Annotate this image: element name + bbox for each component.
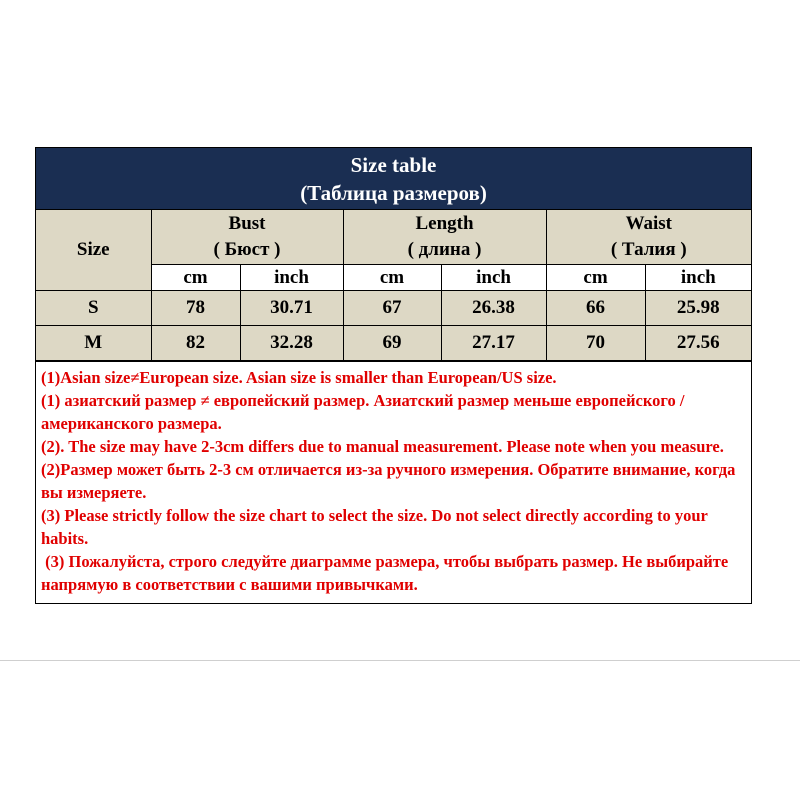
note-line: (3) Пожалуйста, строго следуйте диаграмме размера, чтобы выбрать размер. Не выбирайте напрямую в соответствии с вашими привычками.	[41, 552, 733, 594]
title-line-ru: (Таблица размеров)	[300, 181, 487, 205]
unit-header: inch	[441, 265, 546, 291]
table-cell: 27.17	[441, 326, 546, 361]
bust-label: Bust	[228, 213, 266, 234]
table-cell: 32.28	[240, 326, 343, 361]
title-line-en: Size table	[350, 153, 437, 177]
length-label-ru: ( длина )	[407, 239, 482, 260]
unit-header: cm	[343, 265, 441, 291]
unit-header: cm	[151, 265, 240, 291]
note-line: (1) азиатский размер ≠ европейский размер. Азиатский размер меньше европейского / американского размера.	[41, 391, 685, 433]
table-cell: 26.38	[441, 291, 546, 326]
page-divider	[0, 660, 800, 661]
table-cell: 67	[343, 291, 441, 326]
table-cell: 27.56	[645, 326, 751, 361]
size-chart	[35, 147, 752, 604]
note-line: (3) Please strictly follow the size chart to select the size. Do not select directly according to your habits.	[41, 506, 708, 548]
waist-label: Waist	[625, 213, 673, 234]
table-cell: 82	[151, 326, 240, 361]
note-line: (2)Размер может быть 2-3 см отличается из-за ручного измерения. Обратите внимание, когда вы измеряете.	[41, 460, 736, 502]
table-cell: 66	[546, 291, 645, 326]
size-chart-title	[36, 148, 751, 210]
unit-header: cm	[546, 265, 645, 291]
size-cell: S	[36, 291, 151, 326]
unit-header: inch	[240, 265, 343, 291]
waist-header	[546, 210, 751, 265]
table-cell: 30.71	[240, 291, 343, 326]
header-row-groups	[36, 210, 751, 265]
length-header	[343, 210, 546, 265]
table-cell: 25.98	[645, 291, 751, 326]
bust-header	[151, 210, 343, 265]
unit-header: inch	[645, 265, 751, 291]
waist-label-ru: ( Талия )	[610, 239, 687, 260]
table-cell: 78	[151, 291, 240, 326]
length-label: Length	[415, 213, 474, 234]
size-notes	[36, 361, 751, 603]
size-header: Size	[36, 210, 151, 291]
table-row	[36, 326, 751, 361]
note-line: (1)Asian size≠European size. Asian size is smaller than European/US size.	[41, 368, 557, 387]
table-cell: 69	[343, 326, 441, 361]
size-table	[36, 210, 751, 361]
table-cell: 70	[546, 326, 645, 361]
size-cell: M	[36, 326, 151, 361]
note-line: (2). The size may have 2-3cm differs due to manual measurement. Please note when you measure.	[41, 437, 724, 456]
bust-label-ru: ( Бюст )	[213, 239, 281, 260]
table-row	[36, 291, 751, 326]
